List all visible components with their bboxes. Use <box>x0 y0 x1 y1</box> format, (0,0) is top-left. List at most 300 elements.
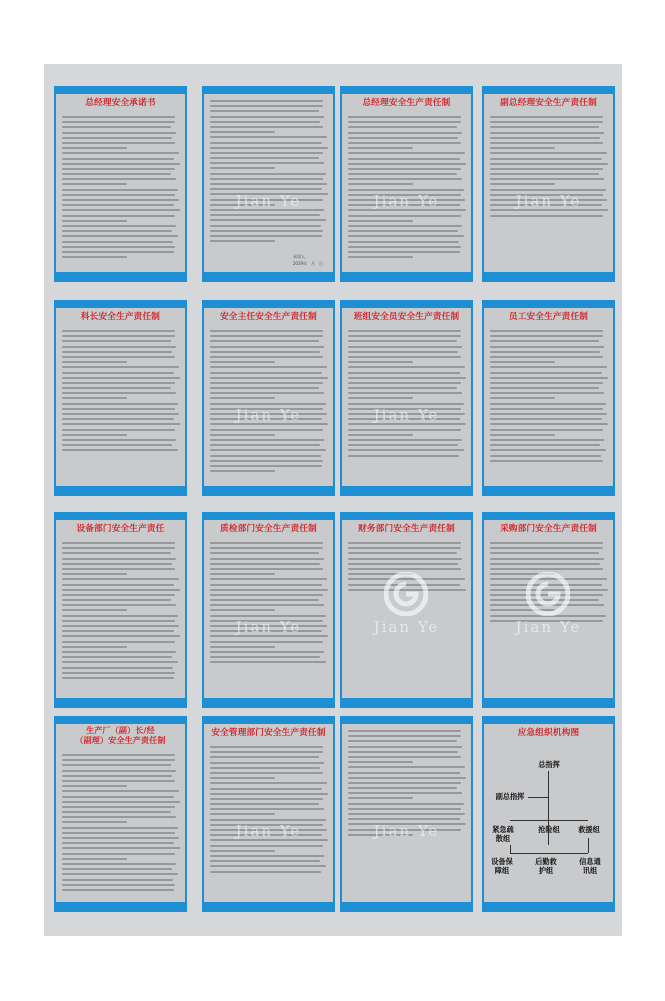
text-line-placeholder <box>210 110 319 112</box>
poster-right-bar <box>471 94 473 272</box>
text-line-placeholder <box>62 661 178 663</box>
text-line-placeholder <box>62 842 174 844</box>
text-line-placeholder <box>210 346 324 348</box>
text-line-placeholder <box>348 335 461 337</box>
text-line-placeholder <box>348 235 464 237</box>
poster-right-bar <box>185 94 187 272</box>
text-line-placeholder <box>210 372 322 374</box>
text-line-placeholder <box>210 865 326 867</box>
poster-right-bar <box>613 308 615 486</box>
text-line-placeholder <box>348 387 457 389</box>
text-line-placeholder <box>348 158 460 160</box>
text-line-placeholder <box>62 630 174 632</box>
text-line-placeholder <box>490 147 555 149</box>
text-line-placeholder <box>62 449 178 451</box>
text-line-placeholder <box>210 767 320 769</box>
text-line-placeholder <box>210 356 323 358</box>
text-line-placeholder <box>348 439 462 441</box>
poster-bottom-bar <box>54 272 187 282</box>
text-line-placeholder <box>210 392 324 394</box>
text-line-placeholder <box>210 340 319 342</box>
text-line-placeholder <box>490 346 604 348</box>
text-line-placeholder <box>348 230 458 232</box>
text-line-placeholder <box>490 408 603 410</box>
text-line-placeholder <box>62 641 175 643</box>
text-line-placeholder <box>210 793 328 795</box>
text-line-placeholder <box>348 761 413 763</box>
text-line-placeholder <box>210 845 323 847</box>
text-line-placeholder <box>210 470 275 472</box>
text-line-placeholder <box>62 346 176 348</box>
text-line-placeholder <box>348 366 465 368</box>
text-line-placeholder <box>62 620 175 622</box>
text-line-placeholder <box>348 126 457 128</box>
poster-left-bar <box>482 520 484 698</box>
text-line-placeholder <box>62 775 172 777</box>
text-line-placeholder <box>62 609 127 611</box>
text-line-placeholder <box>210 594 323 596</box>
text-line-placeholder <box>348 542 461 544</box>
text-line-placeholder <box>62 770 176 772</box>
text-line-placeholder <box>348 568 461 570</box>
org-connector <box>510 820 588 821</box>
text-line-placeholder <box>62 215 175 217</box>
poster-bottom-bar <box>340 698 473 708</box>
text-line-placeholder <box>210 547 323 549</box>
text-line-placeholder <box>62 220 127 222</box>
text-line-placeholder <box>348 132 462 134</box>
poster-equipment-dept <box>54 512 187 708</box>
text-line-placeholder <box>62 142 175 144</box>
text-line-placeholder <box>348 449 464 451</box>
poster-body-text <box>62 542 180 686</box>
text-line-placeholder <box>210 439 324 441</box>
text-line-placeholder <box>210 651 324 653</box>
watermark-text: Jian Ye <box>235 192 302 210</box>
text-line-placeholder <box>490 152 607 154</box>
text-line-placeholder <box>210 100 323 102</box>
text-line-placeholder <box>348 782 461 784</box>
text-line-placeholder <box>490 387 599 389</box>
poster-title: 班组安全员安全生产责任制 <box>353 312 460 322</box>
text-line-placeholder <box>490 413 607 415</box>
poster-safety-director <box>202 300 335 496</box>
text-line-placeholder <box>210 578 327 580</box>
text-line-placeholder <box>210 142 322 144</box>
poster-title: 采购部门安全生产责任制 <box>500 524 597 534</box>
poster-production-director <box>54 716 187 912</box>
text-line-placeholder <box>348 429 461 431</box>
text-line-placeholder <box>348 241 459 243</box>
poster-right-bar <box>613 724 615 902</box>
text-line-placeholder <box>210 429 323 431</box>
text-line-placeholder <box>348 777 466 779</box>
text-line-placeholder <box>490 542 603 544</box>
text-line-placeholder <box>210 449 326 451</box>
text-line-placeholder <box>62 330 175 332</box>
text-line-placeholder <box>210 397 275 399</box>
text-line-placeholder <box>490 563 600 565</box>
text-line-placeholder <box>210 788 322 790</box>
text-line-placeholder <box>210 183 327 185</box>
text-line-placeholder <box>490 439 604 441</box>
text-line-placeholder <box>210 377 328 379</box>
text-line-placeholder <box>210 382 323 384</box>
text-line-placeholder <box>348 751 458 753</box>
poster-top-bar <box>340 300 473 308</box>
text-line-placeholder <box>210 455 321 457</box>
poster-top-bar <box>340 86 473 94</box>
poster-top-bar <box>482 300 615 308</box>
poster-right-bar <box>613 520 615 698</box>
poster-title: 财务部门安全生产责任制 <box>358 524 455 534</box>
text-line-placeholder <box>62 189 178 191</box>
text-line-placeholder <box>490 163 608 165</box>
text-line-placeholder <box>62 377 180 379</box>
text-line-placeholder <box>490 132 604 134</box>
poster-bottom-bar <box>54 902 187 912</box>
text-line-placeholder <box>490 552 599 554</box>
watermark-logo-icon <box>526 572 570 616</box>
text-line-placeholder <box>490 121 603 123</box>
text-line-placeholder <box>62 183 127 185</box>
text-line-placeholder <box>210 558 324 560</box>
text-line-placeholder <box>62 785 127 787</box>
text-line-placeholder <box>348 173 457 175</box>
text-line-placeholder <box>62 837 179 839</box>
poster-right-bar <box>333 308 335 486</box>
watermark-text: Jian Ye <box>373 406 440 424</box>
poster-left-bar <box>54 94 56 272</box>
text-line-placeholder <box>62 558 176 560</box>
signer-label: 承诺人： <box>293 254 309 259</box>
org-group-equipment: 设备保障组 <box>491 857 513 875</box>
text-line-placeholder <box>62 137 172 139</box>
text-line-placeholder <box>210 434 275 436</box>
text-line-placeholder <box>62 366 179 368</box>
text-line-placeholder <box>62 853 175 855</box>
text-line-placeholder <box>62 434 127 436</box>
text-line-placeholder <box>62 832 175 834</box>
text-line-placeholder <box>490 116 603 118</box>
poster-left-bar <box>482 94 484 272</box>
poster-title: 员工安全生产责任制 <box>508 312 589 322</box>
text-line-placeholder <box>210 656 320 658</box>
text-line-placeholder <box>62 335 175 337</box>
text-line-placeholder <box>210 756 319 758</box>
text-line-placeholder <box>62 801 180 803</box>
poster-left-bar <box>482 308 484 486</box>
text-line-placeholder <box>62 821 127 823</box>
poster-bottom-bar <box>340 486 473 496</box>
text-line-placeholder <box>490 158 602 160</box>
text-line-placeholder <box>210 751 323 753</box>
watermark-text: Jian Ye <box>515 618 582 636</box>
org-commander: 总指挥 <box>538 760 560 769</box>
poster-right-bar <box>185 520 187 698</box>
org-connector <box>528 797 548 798</box>
text-line-placeholder <box>348 215 461 217</box>
poster-safety-management-dept <box>202 716 335 912</box>
text-line-placeholder <box>62 444 172 446</box>
poster-purchasing-dept <box>482 512 615 708</box>
poster-safety-management-continued <box>340 716 473 912</box>
poster-finance-dept <box>340 512 473 708</box>
text-line-placeholder <box>210 604 324 606</box>
text-line-placeholder <box>490 366 607 368</box>
text-line-placeholder <box>210 219 326 221</box>
text-line-placeholder <box>348 787 457 789</box>
text-line-placeholder <box>348 116 461 118</box>
poster-top-bar <box>54 716 187 724</box>
text-line-placeholder <box>62 858 127 860</box>
text-line-placeholder <box>490 403 606 405</box>
text-line-placeholder <box>348 808 461 810</box>
poster-bottom-bar <box>54 486 187 496</box>
text-line-placeholder <box>62 251 174 253</box>
text-line-placeholder <box>210 403 326 405</box>
text-line-placeholder <box>210 615 326 617</box>
text-line-placeholder <box>62 615 178 617</box>
poster-body-text <box>62 754 180 896</box>
text-line-placeholder <box>348 756 461 758</box>
text-line-placeholder <box>62 158 174 160</box>
poster-bottom-bar <box>202 272 335 282</box>
text-line-placeholder <box>62 827 178 829</box>
text-line-placeholder <box>348 792 462 794</box>
text-line-placeholder <box>210 798 323 800</box>
text-line-placeholder <box>62 589 180 591</box>
text-line-placeholder <box>62 816 176 818</box>
text-line-placeholder <box>62 594 175 596</box>
poster-top-bar <box>340 716 473 724</box>
watermark-text: Jian Ye <box>515 192 582 210</box>
text-line-placeholder <box>348 142 461 144</box>
text-line-placeholder <box>62 796 174 798</box>
text-line-placeholder <box>210 746 323 748</box>
text-line-placeholder <box>62 604 176 606</box>
text-line-placeholder <box>62 225 176 227</box>
text-line-placeholder <box>62 241 173 243</box>
text-line-placeholder <box>62 361 127 363</box>
text-line-placeholder <box>348 813 465 815</box>
poster-bottom-bar <box>202 902 335 912</box>
poster-body-text <box>210 542 328 668</box>
poster-left-bar <box>202 308 204 486</box>
text-line-placeholder <box>210 819 326 821</box>
text-line-placeholder <box>348 356 461 358</box>
poster-bottom-bar <box>482 698 615 708</box>
text-line-placeholder <box>348 455 459 457</box>
text-line-placeholder <box>62 552 171 554</box>
text-line-placeholder <box>210 136 327 138</box>
text-line-placeholder <box>210 178 323 180</box>
text-line-placeholder <box>490 460 603 462</box>
poster-deputy-gm-responsibility <box>482 86 615 282</box>
text-line-placeholder <box>62 392 176 394</box>
poster-right-bar <box>333 94 335 272</box>
poster-right-bar <box>471 308 473 486</box>
text-line-placeholder <box>62 439 176 441</box>
text-line-placeholder <box>210 444 320 446</box>
watermark-text: Jian Ye <box>235 822 302 840</box>
text-line-placeholder <box>62 387 171 389</box>
text-line-placeholder <box>62 121 175 123</box>
text-line-placeholder <box>210 116 324 118</box>
poster-title: 科长安全生产责任制 <box>80 312 161 322</box>
text-line-placeholder <box>490 455 601 457</box>
text-line-placeholder <box>348 552 457 554</box>
text-line-placeholder <box>348 147 413 149</box>
text-line-placeholder <box>490 372 602 374</box>
text-line-placeholder <box>210 552 319 554</box>
text-line-placeholder <box>348 797 413 799</box>
poster-title: 应急组织机构图 <box>517 728 580 738</box>
text-line-placeholder <box>490 434 555 436</box>
text-line-placeholder <box>210 152 323 154</box>
text-line-placeholder <box>62 152 179 154</box>
text-line-placeholder <box>210 568 323 570</box>
text-line-placeholder <box>348 766 465 768</box>
text-line-placeholder <box>490 173 599 175</box>
text-line-placeholder <box>490 330 603 332</box>
poster-left-bar <box>340 520 342 698</box>
text-line-placeholder <box>62 672 175 674</box>
text-line-placeholder <box>210 641 323 643</box>
text-line-placeholder <box>210 173 326 175</box>
text-line-placeholder <box>348 121 461 123</box>
text-line-placeholder <box>348 189 464 191</box>
text-line-placeholder <box>62 568 175 570</box>
text-line-placeholder <box>62 790 179 792</box>
text-line-placeholder <box>210 131 275 133</box>
poster-gm-promise-continued <box>202 86 335 282</box>
text-line-placeholder <box>490 351 600 353</box>
text-line-placeholder <box>490 444 600 446</box>
text-line-placeholder <box>490 449 606 451</box>
text-line-placeholder <box>62 199 179 201</box>
text-line-placeholder <box>210 230 323 232</box>
text-line-placeholder <box>348 340 457 342</box>
text-line-placeholder <box>62 372 174 374</box>
text-line-placeholder <box>62 413 179 415</box>
text-line-placeholder <box>62 764 171 766</box>
text-line-placeholder <box>210 214 320 216</box>
text-line-placeholder <box>210 850 275 852</box>
poster-title: 总经理安全生产责任制 <box>362 98 451 108</box>
text-line-placeholder <box>62 584 174 586</box>
text-line-placeholder <box>210 188 322 190</box>
text-line-placeholder <box>348 178 462 180</box>
org-connector <box>548 771 549 789</box>
text-line-placeholder <box>490 392 604 394</box>
text-line-placeholder <box>490 558 604 560</box>
poster-left-bar <box>54 308 56 486</box>
poster-body-text <box>210 746 328 876</box>
text-line-placeholder <box>348 346 462 348</box>
text-line-placeholder <box>348 397 413 399</box>
text-line-placeholder <box>490 178 604 180</box>
text-line-placeholder <box>348 803 464 805</box>
text-line-placeholder <box>62 563 172 565</box>
text-line-placeholder <box>348 246 461 248</box>
text-line-placeholder <box>62 209 180 211</box>
text-line-placeholder <box>490 335 603 337</box>
text-line-placeholder <box>62 754 175 756</box>
text-line-placeholder <box>348 392 462 394</box>
org-connector <box>588 838 589 853</box>
text-line-placeholder <box>210 351 320 353</box>
text-line-placeholder <box>62 884 175 886</box>
text-line-placeholder <box>62 256 127 258</box>
text-line-placeholder <box>62 780 175 782</box>
text-line-placeholder <box>210 235 322 237</box>
text-line-placeholder <box>348 256 413 258</box>
poster-title-line1: 生产厂（副）长/经 <box>86 726 155 735</box>
text-line-placeholder <box>62 599 171 601</box>
poster-employee <box>482 300 615 496</box>
poster-top-bar <box>202 300 335 308</box>
text-line-placeholder <box>490 189 606 191</box>
text-line-placeholder <box>210 609 275 611</box>
text-line-placeholder <box>210 772 323 774</box>
poster-bottom-bar <box>202 486 335 496</box>
text-line-placeholder <box>62 147 127 149</box>
text-line-placeholder <box>490 429 603 431</box>
text-line-placeholder <box>348 361 413 363</box>
text-line-placeholder <box>348 220 413 222</box>
text-line-placeholder <box>348 558 462 560</box>
org-connector <box>510 853 588 854</box>
watermark-text: Jian Ye <box>235 618 302 636</box>
poster-body-text <box>62 116 180 266</box>
text-line-placeholder <box>62 759 175 761</box>
watermark-text: Jian Ye <box>373 822 440 840</box>
poster-bottom-bar <box>340 272 473 282</box>
text-line-placeholder <box>348 163 466 165</box>
text-line-placeholder <box>62 667 173 669</box>
text-line-placeholder <box>62 646 127 648</box>
org-connector <box>548 789 549 845</box>
poster-left-bar <box>340 724 342 902</box>
text-line-placeholder <box>210 167 275 169</box>
text-line-placeholder <box>62 116 175 118</box>
text-line-placeholder <box>490 183 555 185</box>
text-line-placeholder <box>210 860 320 862</box>
org-group-evacuation: 紧急疏散组 <box>492 825 514 843</box>
poster-right-bar <box>185 724 187 902</box>
text-line-placeholder <box>490 137 600 139</box>
poster-title: 安全主任安全生产责任制 <box>220 312 317 322</box>
text-line-placeholder <box>62 132 176 134</box>
text-line-placeholder <box>348 372 460 374</box>
text-line-placeholder <box>210 361 275 363</box>
text-line-placeholder <box>210 762 324 764</box>
text-line-placeholder <box>210 584 322 586</box>
text-line-placeholder <box>210 366 327 368</box>
poster-right-bar <box>471 520 473 698</box>
text-line-placeholder <box>490 168 603 170</box>
text-line-placeholder <box>348 444 458 446</box>
text-line-placeholder <box>210 871 321 873</box>
text-line-placeholder <box>490 418 602 420</box>
text-line-placeholder <box>210 162 324 164</box>
poster-quality-dept <box>202 512 335 708</box>
poster-section-chief <box>54 300 187 496</box>
poster-left-bar <box>202 724 204 902</box>
poster-right-bar <box>613 94 615 272</box>
text-line-placeholder <box>348 818 460 820</box>
